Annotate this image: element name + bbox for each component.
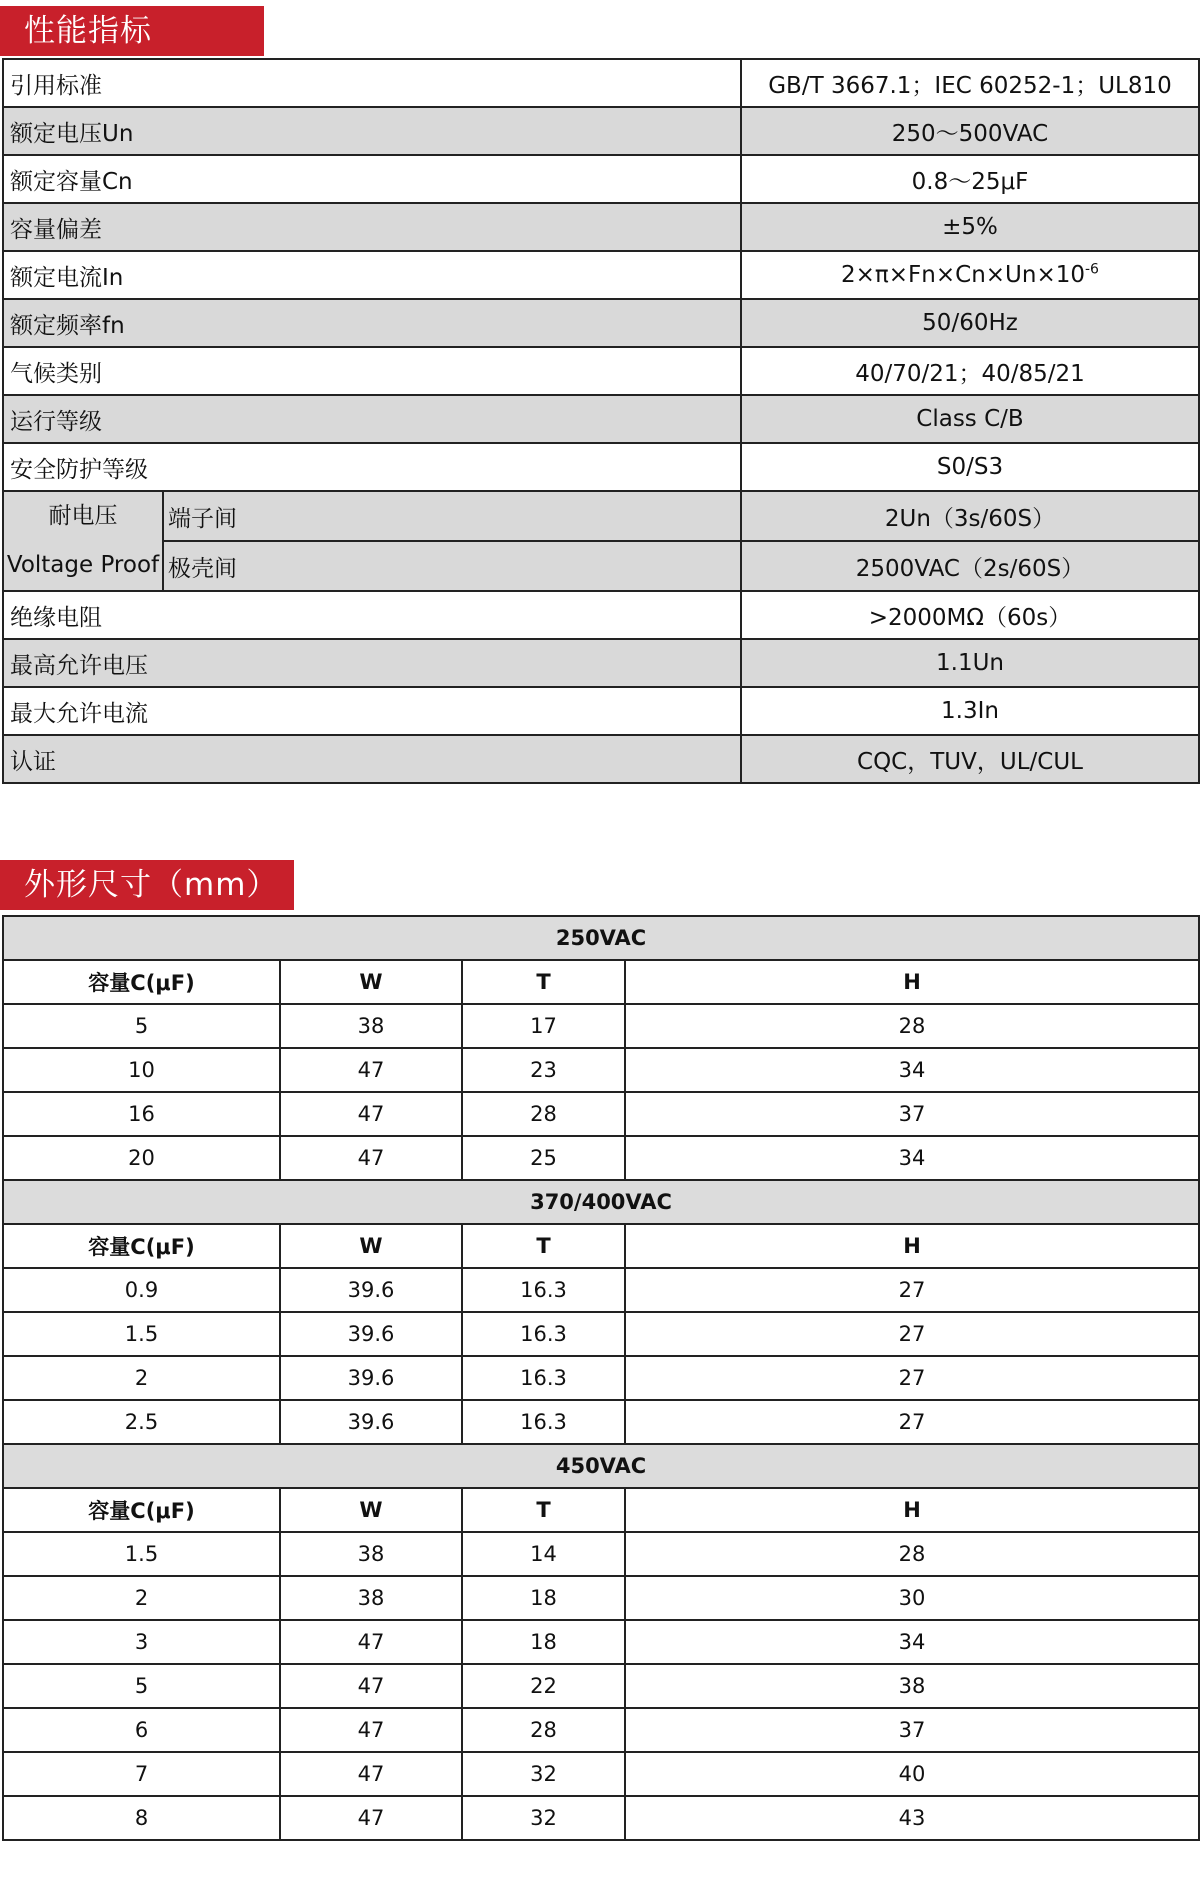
voltage-group-header — [3, 1180, 1199, 1224]
spec-row-rated-capacitance — [3, 155, 1199, 203]
table-cell: 0.9 — [3, 1268, 280, 1312]
spec-row-max-current — [3, 687, 1199, 735]
table-row — [3, 1532, 1199, 1576]
table-cell: 27 — [625, 1356, 1199, 1400]
table-row — [3, 1136, 1199, 1180]
spec-value: >2000MΩ（60s） — [741, 591, 1199, 639]
table-cell: 38 — [280, 1532, 462, 1576]
table-row — [3, 1576, 1199, 1620]
table-cell: 5 — [3, 1664, 280, 1708]
spec-label: 容量偏差 — [3, 203, 741, 251]
spec-label: 额定电流In — [3, 251, 741, 299]
spec-value: CQC，TUV，UL/CUL — [741, 735, 1199, 783]
voltage-group-label: 450VAC — [3, 1444, 1199, 1488]
table-cell: 39.6 — [280, 1356, 462, 1400]
spec-row-tolerance — [3, 203, 1199, 251]
table-cell: 40 — [625, 1752, 1199, 1796]
table-cell: 37 — [625, 1708, 1199, 1752]
table-cell: 16.3 — [462, 1268, 625, 1312]
spec-label: 气候类别 — [3, 347, 741, 395]
table-cell: 27 — [625, 1312, 1199, 1356]
table-cell: 47 — [280, 1752, 462, 1796]
spec-value: 40/70/21；40/85/21 — [741, 347, 1199, 395]
table-cell: 27 — [625, 1268, 1199, 1312]
table-row — [3, 1664, 1199, 1708]
spec-row-voltage-proof-case — [3, 541, 1199, 591]
spec-value: 1.3In — [741, 687, 1199, 735]
table-cell: 37 — [625, 1092, 1199, 1136]
table-cell: 34 — [625, 1136, 1199, 1180]
table-cell: 16.3 — [462, 1312, 625, 1356]
table-cell: 47 — [280, 1092, 462, 1136]
table-cell: 10 — [3, 1048, 280, 1092]
table-cell: 34 — [625, 1048, 1199, 1092]
table-cell: 2 — [3, 1576, 280, 1620]
spec-row-rated-current — [3, 251, 1199, 299]
spec-row-voltage-proof-terminals — [3, 491, 1199, 541]
table-cell: 47 — [280, 1664, 462, 1708]
column-header: H — [625, 1488, 1199, 1532]
spec-value: ±5% — [741, 203, 1199, 251]
table-cell: 1.5 — [3, 1312, 280, 1356]
table-row — [3, 1708, 1199, 1752]
spec-sub-label: 极壳间 — [163, 541, 741, 591]
spec-label: 最高允许电压 — [3, 639, 741, 687]
table-cell: 2.5 — [3, 1400, 280, 1444]
voltage-proof-label-en: Voltage Proof — [6, 552, 160, 578]
column-header: T — [462, 960, 625, 1004]
spec-value: GB/T 3667.1；IEC 60252-1；UL810 — [741, 59, 1199, 107]
spec-row-certification — [3, 735, 1199, 783]
spec-value — [741, 251, 1199, 299]
spec-value: 2Un（3s/60S） — [741, 491, 1199, 541]
spec-label: 认证 — [3, 735, 741, 783]
table-cell: 17 — [462, 1004, 625, 1048]
table-row — [3, 1796, 1199, 1840]
spec-value: 0.8～25μF — [741, 155, 1199, 203]
table-row — [3, 1312, 1199, 1356]
voltage-group-header — [3, 916, 1199, 960]
table-cell: 27 — [625, 1400, 1199, 1444]
table-cell: 28 — [462, 1092, 625, 1136]
spec-row-max-voltage — [3, 639, 1199, 687]
table-row — [3, 1092, 1199, 1136]
table-cell: 43 — [625, 1796, 1199, 1840]
spec-label: 引用标准 — [3, 59, 741, 107]
spec-value: S0/S3 — [741, 443, 1199, 491]
spec-sub-label: 端子间 — [163, 491, 741, 541]
table-cell: 32 — [462, 1796, 625, 1840]
table-cell: 16 — [3, 1092, 280, 1136]
table-cell: 7 — [3, 1752, 280, 1796]
voltage-group-header — [3, 1444, 1199, 1488]
table-row — [3, 1752, 1199, 1796]
spec-row-class — [3, 395, 1199, 443]
table-cell: 1.5 — [3, 1532, 280, 1576]
table-cell: 3 — [3, 1620, 280, 1664]
column-header: H — [625, 1224, 1199, 1268]
dimension-section-title: 外形尺寸（mm） — [0, 860, 294, 910]
table-cell: 5 — [3, 1004, 280, 1048]
spec-row-insulation-resistance — [3, 591, 1199, 639]
voltage-group-label: 250VAC — [3, 916, 1199, 960]
column-header: 容量C(μF) — [3, 1224, 280, 1268]
table-cell: 16.3 — [462, 1356, 625, 1400]
spec-label: 安全防护等级 — [3, 443, 741, 491]
spec-row-safety-protection — [3, 443, 1199, 491]
column-header-row — [3, 1224, 1199, 1268]
column-header: T — [462, 1488, 625, 1532]
performance-section-title: 性能指标 — [0, 6, 264, 56]
table-row — [3, 1004, 1199, 1048]
spec-value: 2500VAC（2s/60S） — [741, 541, 1199, 591]
column-header: T — [462, 1224, 625, 1268]
dimension-table — [2, 915, 1200, 1841]
table-row — [3, 1400, 1199, 1444]
column-header: W — [280, 960, 462, 1004]
table-cell: 30 — [625, 1576, 1199, 1620]
table-cell: 28 — [625, 1532, 1199, 1576]
spec-label: 最大允许电流 — [3, 687, 741, 735]
table-cell: 6 — [3, 1708, 280, 1752]
table-cell: 14 — [462, 1532, 625, 1576]
table-cell: 8 — [3, 1796, 280, 1840]
table-cell: 28 — [462, 1708, 625, 1752]
table-cell: 18 — [462, 1620, 625, 1664]
spec-label: 额定电压Un — [3, 107, 741, 155]
table-cell: 20 — [3, 1136, 280, 1180]
spec-value: 50/60Hz — [741, 299, 1199, 347]
table-cell: 47 — [280, 1136, 462, 1180]
table-cell: 2 — [3, 1356, 280, 1400]
table-cell: 32 — [462, 1752, 625, 1796]
table-cell: 39.6 — [280, 1268, 462, 1312]
voltage-group-label: 370/400VAC — [3, 1180, 1199, 1224]
spec-row-rated-frequency — [3, 299, 1199, 347]
table-cell: 23 — [462, 1048, 625, 1092]
column-header: 容量C(μF) — [3, 960, 280, 1004]
spec-label: 绝缘电阻 — [3, 591, 741, 639]
spec-value: 1.1Un — [741, 639, 1199, 687]
table-cell: 39.6 — [280, 1400, 462, 1444]
table-row — [3, 1356, 1199, 1400]
spec-label: 运行等级 — [3, 395, 741, 443]
table-cell: 22 — [462, 1664, 625, 1708]
table-cell: 28 — [625, 1004, 1199, 1048]
column-header: W — [280, 1224, 462, 1268]
table-cell: 39.6 — [280, 1312, 462, 1356]
table-cell: 47 — [280, 1620, 462, 1664]
table-row — [3, 1620, 1199, 1664]
column-header-row — [3, 1488, 1199, 1532]
column-header: W — [280, 1488, 462, 1532]
voltage-proof-label-cn: 耐电压 — [48, 503, 118, 529]
table-cell: 38 — [625, 1664, 1199, 1708]
table-cell: 38 — [280, 1004, 462, 1048]
table-cell: 38 — [280, 1576, 462, 1620]
table-row — [3, 1048, 1199, 1092]
column-header: 容量C(μF) — [3, 1488, 280, 1532]
table-cell: 18 — [462, 1576, 625, 1620]
table-cell: 16.3 — [462, 1400, 625, 1444]
spec-value: 250～500VAC — [741, 107, 1199, 155]
table-cell: 34 — [625, 1620, 1199, 1664]
exponent: -6 — [1085, 261, 1099, 278]
table-row — [3, 1268, 1199, 1312]
performance-table — [2, 58, 1200, 784]
spec-label: 额定频率fn — [3, 299, 741, 347]
spec-label: 额定容量Cn — [3, 155, 741, 203]
spec-row-rated-voltage — [3, 107, 1199, 155]
spec-value: Class C/B — [741, 395, 1199, 443]
voltage-proof-label — [3, 491, 163, 591]
table-cell: 47 — [280, 1796, 462, 1840]
column-header-row — [3, 960, 1199, 1004]
column-header: H — [625, 960, 1199, 1004]
rated-current-formula: 2×π×Fn×Cn×Un×10 — [841, 262, 1085, 288]
table-cell: 47 — [280, 1048, 462, 1092]
spec-row-climatic-category — [3, 347, 1199, 395]
table-cell: 47 — [280, 1708, 462, 1752]
spec-row-standard — [3, 59, 1199, 107]
table-cell: 25 — [462, 1136, 625, 1180]
